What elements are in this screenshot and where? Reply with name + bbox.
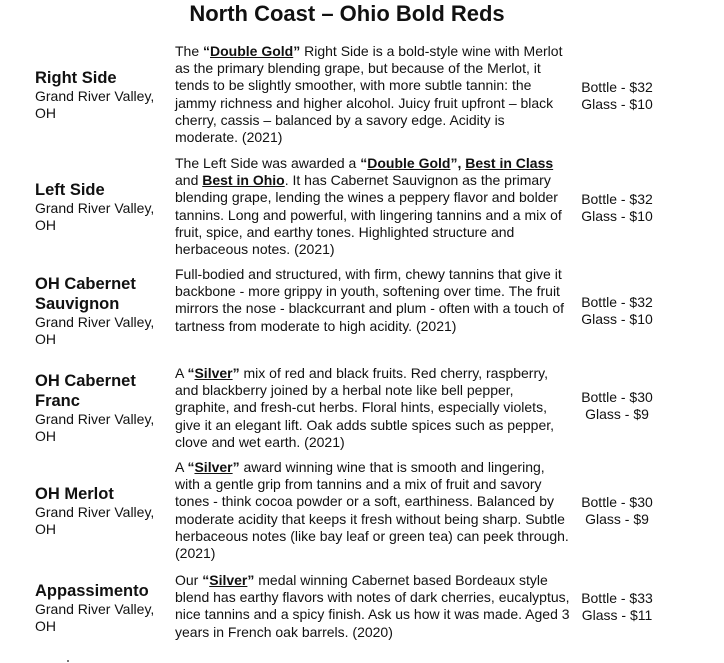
glass-price: Glass - $11: [581, 607, 653, 623]
wine-prices: [566, 590, 668, 624]
bold-text: “: [203, 43, 211, 59]
wine-region: Grand River Valley,: [35, 88, 155, 104]
bold-text: ”: [247, 572, 255, 588]
bottle-price: Bottle - $32: [581, 294, 653, 310]
wine-region: Grand River Valley,: [35, 200, 155, 216]
glass-price: Glass - $10: [581, 311, 653, 327]
wine-prices: [566, 191, 668, 225]
description-text: medal winning Cabernet based Bordeaux style blend has earthy flavors with notes of dark cherries, eucalyptus, nice tannins and a spicy finish. Ask us how it was made. Aged 3 years in French oak barrels. (2020): [175, 572, 570, 640]
description-text: mix of red and black fruits. Red cherry, raspberry, and blackberry joined by a herbal note like bell pepper, graphite, and fresh-cut herbs. Floral hints, especially violets, give it an elegant lift. Oak adds subtle spices such as pepper, clove and wet earth. (2021): [175, 365, 555, 450]
wine-prices: [566, 294, 668, 328]
glass-price: Glass - $10: [581, 96, 653, 112]
wine-description: [175, 365, 570, 451]
wine-name: OH Merlot: [35, 485, 114, 503]
award-highlight: Silver: [194, 365, 233, 381]
bold-text: ”: [450, 155, 458, 171]
wine-region-state: OH: [35, 330, 56, 347]
menu-title: North Coast – Ohio Bold Reds: [189, 1, 505, 26]
description-text: Full-bodied and structured, with firm, chewy tannins that give it backbone - more grippy in youth, softening over time. The fruit mirrors the nose - blackcurrant and plum - often with a touch of tartness from moderate to high acidity. (2021): [175, 266, 565, 334]
wine-region-state: OH: [35, 216, 56, 233]
wine-name-block: [35, 371, 165, 444]
award-highlight: Double Gold: [367, 155, 451, 171]
glass-price: Glass - $9: [585, 406, 649, 422]
bold-text: “: [187, 459, 195, 475]
wine-region-state: OH: [35, 617, 56, 634]
wine-name-block: [35, 274, 165, 347]
wine-description: [175, 572, 570, 641]
bold-text: “: [202, 572, 210, 588]
wine-name: OH Cabernet Sauvignon: [35, 275, 136, 313]
wine-name: Right Side: [35, 69, 117, 87]
wine-name: Left Side: [35, 181, 105, 199]
award-highlight: Double Gold: [210, 43, 294, 59]
bottle-price: Bottle - $30: [581, 494, 653, 510]
glass-price: Glass - $9: [585, 511, 649, 527]
award-highlight: Best in Ohio: [202, 172, 285, 189]
wine-region-state: OH: [35, 427, 56, 444]
description-text: Our: [175, 572, 203, 588]
wine-prices: [566, 79, 668, 113]
wine-region-state: OH: [35, 104, 56, 121]
wine-region: Grand River Valley,: [35, 504, 155, 520]
description-text: A: [175, 365, 188, 381]
wine-description: [175, 459, 570, 562]
bottle-price: Bottle - $32: [581, 191, 653, 207]
wine-description: [175, 43, 570, 146]
description-text: The: [175, 43, 204, 59]
bold-text: “: [187, 365, 195, 381]
wine-name: OH Cabernet Franc: [35, 372, 136, 410]
wine-region-state: OH: [35, 520, 56, 537]
bold-text: ”: [232, 365, 240, 381]
stray-mark: [67, 660, 69, 662]
wine-region: Grand River Valley,: [35, 601, 155, 617]
bold-text: ”: [293, 43, 301, 59]
award-highlight: Silver: [209, 572, 248, 588]
wine-name-block: [35, 484, 175, 537]
bold-text: “: [360, 155, 368, 171]
description-text: A: [175, 459, 188, 475]
bottle-price: Bottle - $33: [581, 590, 653, 606]
wine-prices: [566, 494, 668, 528]
description-text: . It has Cabernet Sauvignon as the primary blending grape, lending the wines a peppery flavor and bolder tannins. Long and powerful, with lingering tannins and a mix of fruit, spice, and earthy tones. Highlighted structure and herbaceous notes. (2021): [175, 172, 562, 258]
description-text: and: [175, 172, 203, 189]
bottle-price: Bottle - $32: [581, 79, 653, 95]
wine-name: Appassimento: [35, 582, 149, 600]
wine-region: Grand River Valley,: [35, 314, 155, 330]
wine-name-block: [35, 581, 175, 634]
glass-price: Glass - $10: [581, 208, 653, 224]
award-highlight: Best in Class: [465, 155, 554, 171]
wine-name-block: [35, 180, 175, 233]
wine-description: [175, 266, 570, 335]
wine-description: [175, 155, 570, 258]
description-text: Right Side is a bold-style wine with Merlot as the primary blending grape, but because of the Merlot, it tends to be slightly smoother, with more subtle tannin: the jammy richness and higher alcohol. Juicy fruit upfront – black cherry, cassis – balanced by a savory edge. Acidity is moderate. (2021): [175, 43, 563, 146]
bottle-price: Bottle - $30: [581, 389, 653, 405]
wine-region: Grand River Valley,: [35, 411, 155, 427]
award-highlight: Silver: [194, 459, 233, 475]
bold-text: ,: [457, 155, 466, 171]
wine-name-block: [35, 68, 175, 121]
bold-text: ”: [232, 459, 240, 475]
description-text: award winning wine that is smooth and lingering, with a gentle grip from tannins and a mix of fruit and savory tones - think cocoa powder or a soft, earthiness. Balanced by moderate acidity that keeps it fresh without being sharp. Subtle herbaceous notes (like bay leaf or green tea) can peek through. (2021): [175, 459, 569, 562]
wine-prices: [566, 389, 668, 423]
description-text: The Left Side was awarded a: [175, 155, 361, 171]
